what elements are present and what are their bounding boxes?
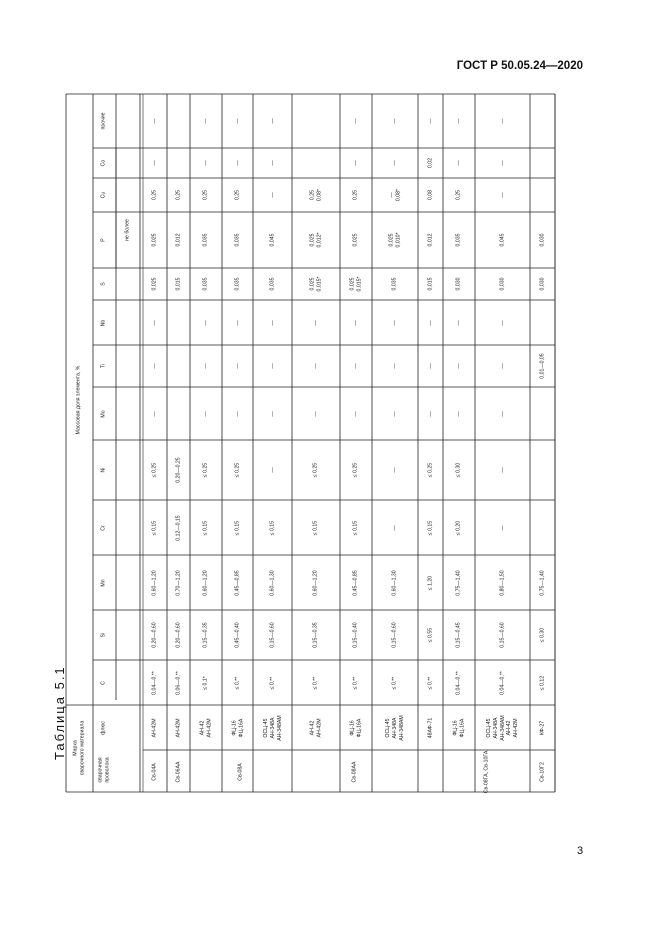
flux-cell: АН-42 АН-42М (199, 718, 212, 738)
value-cell-cu: 0,25 (202, 189, 209, 201)
value-cell-other: — (234, 118, 241, 124)
value-cell-cr: 0,12—0,15 (175, 514, 182, 541)
value-cell-nb: — (455, 319, 462, 326)
value-cell-si: 0,20—0,60 (151, 622, 158, 648)
value-cell-c: ≤ 0,** (269, 676, 276, 689)
value-cell-cu: — (269, 192, 276, 198)
value-cell-ti: — (499, 363, 506, 369)
value-cell-c: 0,04—0,** (455, 670, 462, 695)
value-cell-c: ≤ 0,** (234, 676, 241, 689)
value-cell-nb: — (499, 319, 506, 326)
value-cell-mo: — (391, 410, 398, 417)
element-header-ni: Ni (100, 467, 107, 473)
value-cell-s: 0,030 (455, 277, 462, 291)
value-cell-mn: 0,45—0,85 (234, 569, 241, 596)
value-cell-other: — (352, 118, 359, 124)
value-cell-mo: — (234, 410, 241, 417)
value-cell-cu: 0,25 0,08* (309, 188, 322, 202)
value-cell-p: 0,045 (269, 233, 276, 247)
value-cell-si: 0,20—0,60 (175, 622, 182, 648)
value-cell-ni: 0,20—0,25 (175, 457, 182, 483)
flux-cell: КФ-27 (539, 720, 546, 736)
value-cell-c: ≤ 0,** (427, 676, 434, 689)
wire-header: сварочная проволока (97, 757, 110, 783)
value-cell-c: ≤ 0,** (352, 676, 359, 689)
value-cell-other: — (427, 118, 434, 124)
value-cell-p: 0,025 0,012* (309, 232, 322, 248)
flux-header: флюс (100, 721, 107, 735)
value-cell-si: 0,15—0,35 (312, 622, 319, 648)
value-cell-cu: — 0,08* (388, 188, 401, 202)
value-cell-mn: 0,60—1,20 (312, 569, 319, 596)
element-header-cr: Cr (100, 524, 107, 531)
value-cell-cr: — (499, 524, 506, 531)
value-cell-cr: ≤ 0,15 (151, 520, 158, 535)
value-cell-mn: 0,60—1,20 (202, 569, 209, 596)
value-cell-mo: — (455, 410, 462, 417)
value-cell-nb: — (427, 319, 434, 326)
value-cell-ni: — (391, 467, 398, 473)
value-cell-co: — (269, 160, 276, 166)
value-cell-p: 0,012 (427, 233, 434, 247)
value-cell-s: 0,035 (391, 277, 398, 291)
value-cell-nb: — (352, 319, 359, 326)
value-cell-si: 0,15—0,60 (391, 622, 398, 648)
value-cell-nb: — (391, 319, 398, 326)
flux-cell: ФЦ-16 ФЦ-16А (230, 718, 244, 738)
value-cell-other: — (269, 118, 276, 124)
value-cell-ti: — (269, 363, 276, 369)
value-cell-c: 0,06—0,** (175, 670, 182, 695)
flux-cell: АН-42 АН-42М (309, 718, 322, 738)
flux-cell: АН-42М (151, 718, 158, 738)
value-cell-s: 0,015 (427, 277, 434, 291)
value-cell-nb: — (151, 319, 158, 326)
value-cell-cr: ≤ 0,15 (234, 520, 241, 535)
flux-cell: АН-42М (175, 718, 182, 738)
value-cell-mn: 0,75—1,40 (455, 569, 462, 596)
value-cell-ti: — (391, 363, 398, 369)
value-cell-p: 0,045 (499, 233, 506, 247)
value-cell-ni: ≤ 0,25 (202, 462, 209, 478)
value-cell-mn: ≤ 1,20 (427, 575, 434, 590)
not-more-header: не более (124, 219, 131, 241)
value-cell-s: 0,025 (151, 277, 158, 291)
element-header-c: C (100, 680, 107, 685)
value-cell-ti: — (234, 363, 241, 369)
value-cell-mn: 0,70—1,20 (175, 569, 182, 596)
element-header-mo: Mo (100, 409, 107, 418)
value-cell-si: 0,15—0,60 (269, 622, 276, 648)
wire-cell: Св-08АА (351, 761, 358, 783)
value-cell-p: 0,025 (151, 233, 158, 247)
value-cell-nb: — (312, 319, 319, 326)
document-header: ГОСТ Р 50.05.24—2020 (456, 60, 583, 72)
value-cell-mo: — (499, 410, 506, 417)
value-cell-mn: 0,80—1,50 (499, 569, 506, 596)
page-number: 3 (577, 845, 584, 857)
wire-cell: Св-08ГА, Св-10ГА (483, 750, 490, 794)
value-cell-si: 0,15—0,40 (352, 622, 359, 648)
value-cell-s: 0,025 0,015* (309, 276, 322, 292)
value-cell-p: 0,035 (455, 233, 462, 247)
value-cell-mo: — (352, 410, 359, 417)
mass-fraction-header: Массовая доля элемента, % (75, 365, 82, 435)
value-cell-cr: ≤ 0,20 (455, 520, 462, 535)
value-cell-mn: 0,75—1,40 (539, 569, 546, 596)
value-cell-s: 0,025 0,015* (349, 276, 362, 292)
value-cell-ni: — (269, 467, 276, 473)
value-cell-c: ≤ 0,1* (202, 675, 209, 690)
value-cell-s: 0,035 (202, 277, 209, 291)
wire-cell: Св-06АА (175, 761, 182, 783)
value-cell-ti: — (427, 363, 434, 369)
value-cell-ni: ≤ 0,25 (427, 462, 434, 478)
value-cell-cu: 0,25 (455, 189, 462, 201)
value-cell-c: 0,04—0,** (151, 670, 158, 695)
value-cell-nb: — (202, 319, 209, 326)
flux-cell: ОСЦ-45 АН-348А АН-348АМ АН-42 АН-42М (485, 715, 519, 741)
wire-cell: Св-10Г2 (539, 762, 546, 782)
value-cell-co: 0,02 (427, 157, 434, 169)
value-cell-cu: 0,25 (151, 189, 158, 201)
value-cell-p: 0,012 (175, 233, 182, 247)
flux-cell: 48АФ-71 (427, 717, 434, 739)
value-cell-nb: — (269, 319, 276, 326)
value-cell-s: 0,030 (539, 277, 546, 291)
value-cell-c: 0,04—0,** (499, 670, 506, 695)
value-cell-ti: 0,01—0,05 (539, 353, 546, 379)
value-cell-cu: 0,25 (175, 189, 182, 201)
value-cell-ni: ≤ 0,25 (312, 462, 319, 478)
value-cell-other: — (391, 118, 398, 124)
value-cell-other: — (151, 118, 158, 124)
value-cell-co: — (151, 160, 158, 166)
flux-cell: ОСЦ-45 АН-348А АН-348АМ (262, 715, 282, 741)
element-header-si: Si (100, 632, 107, 638)
value-cell-ni: ≤ 0,30 (455, 462, 462, 478)
element-header-s: S (100, 282, 107, 286)
value-cell-ti: — (455, 363, 462, 369)
wire-cell: Св-08А (237, 763, 244, 781)
value-cell-nb: — (234, 319, 241, 326)
element-header-nb: Nb (100, 319, 107, 326)
value-cell-c: ≤ 0,12 (539, 675, 546, 690)
value-cell-p: 0,025 0,010* (388, 232, 401, 248)
value-cell-co: — (352, 160, 359, 166)
value-cell-ti: — (352, 363, 359, 369)
value-cell-s: 0,035 (234, 277, 241, 291)
value-cell-ni: ≤ 0,25 (352, 462, 359, 478)
value-cell-ni: ≤ 0,25 (151, 462, 158, 478)
value-cell-si: 0,45—0,40 (234, 622, 241, 648)
value-cell-cu: 0,25 (234, 189, 241, 201)
table-caption: Таблица 5.1 (52, 665, 67, 760)
value-cell-mo: — (269, 410, 276, 417)
value-cell-other: — (202, 118, 209, 124)
value-cell-mn: 0,60—1,30 (391, 569, 398, 596)
wire-cell: Св-04А (151, 763, 158, 781)
value-cell-mn: 0,45—0,85 (352, 569, 359, 596)
flux-cell: ОСЦ-45 АН-348А АН-348АМ (384, 715, 405, 741)
element-header-cu: Cu (100, 191, 107, 199)
value-cell-p: 0,035 (234, 233, 241, 247)
value-cell-p: 0,025 (352, 233, 359, 247)
value-cell-cr: ≤ 0,15 (202, 520, 209, 535)
value-cell-cr: ≤ 0,15 (352, 520, 359, 535)
value-cell-si: 0,15—0,35 (202, 622, 209, 648)
value-cell-cu: 0,08 (427, 189, 434, 201)
value-cell-ti: — (312, 363, 319, 369)
element-header-ti: Ti (100, 363, 107, 369)
value-cell-ti: — (151, 363, 158, 369)
value-cell-s: 0,015 (175, 277, 182, 291)
value-cell-co: — (391, 160, 398, 166)
value-cell-si: ≤ 0,55 (427, 627, 434, 643)
flux-cell: ФЦ-16 ФЦ-16А (349, 718, 362, 738)
value-cell-cr: ≤ 0,15 (269, 520, 276, 535)
value-cell-ni: ≤ 0,25 (234, 462, 241, 478)
value-cell-cu: 0,25 (352, 189, 359, 201)
flux-cell: ФЦ-16 ФЦ-16А (452, 718, 465, 738)
element-header-co: Co (100, 159, 107, 167)
value-cell-c: ≤ 0,** (391, 676, 398, 689)
value-cell-cu: — (499, 192, 506, 198)
value-cell-si: 0,15—0,45 (455, 622, 462, 648)
value-cell-ti: — (202, 363, 209, 369)
value-cell-mo: — (427, 410, 434, 417)
value-cell-p: 0,030 (539, 233, 546, 247)
value-cell-s: 0,030 (499, 277, 506, 291)
value-cell-cr: ≤ 0,15 (427, 520, 434, 535)
value-cell-mn: 0,60—1,30 (269, 569, 276, 596)
value-cell-p: 0,035 (202, 233, 209, 247)
element-header-mn: Mn (100, 578, 107, 587)
value-cell-other: — (455, 118, 462, 124)
value-cell-s: 0,035 (269, 277, 276, 291)
value-cell-mn: 0,60—1,20 (151, 569, 158, 596)
value-cell-c: ≤ 0,** (312, 676, 319, 689)
value-cell-si: 0,15—0,60 (499, 622, 506, 648)
element-header-other: прочие (100, 112, 107, 130)
value-cell-si: ≤ 0,30 (539, 627, 546, 643)
value-cell-other: — (499, 118, 506, 124)
value-cell-cr: — (391, 524, 398, 531)
value-cell-mo: — (202, 410, 209, 417)
value-cell-co: — (202, 160, 209, 166)
value-cell-mo: — (312, 410, 319, 417)
value-cell-ni: — (499, 467, 506, 473)
value-cell-mo: — (151, 410, 158, 417)
value-cell-co: — (455, 160, 462, 166)
value-cell-co: — (499, 160, 506, 166)
brand-group-header: Марка сварочного материала (72, 720, 85, 776)
value-cell-co: — (234, 160, 241, 166)
element-header-p: P (100, 238, 107, 242)
value-cell-cr: ≤ 0,15 (312, 520, 319, 535)
